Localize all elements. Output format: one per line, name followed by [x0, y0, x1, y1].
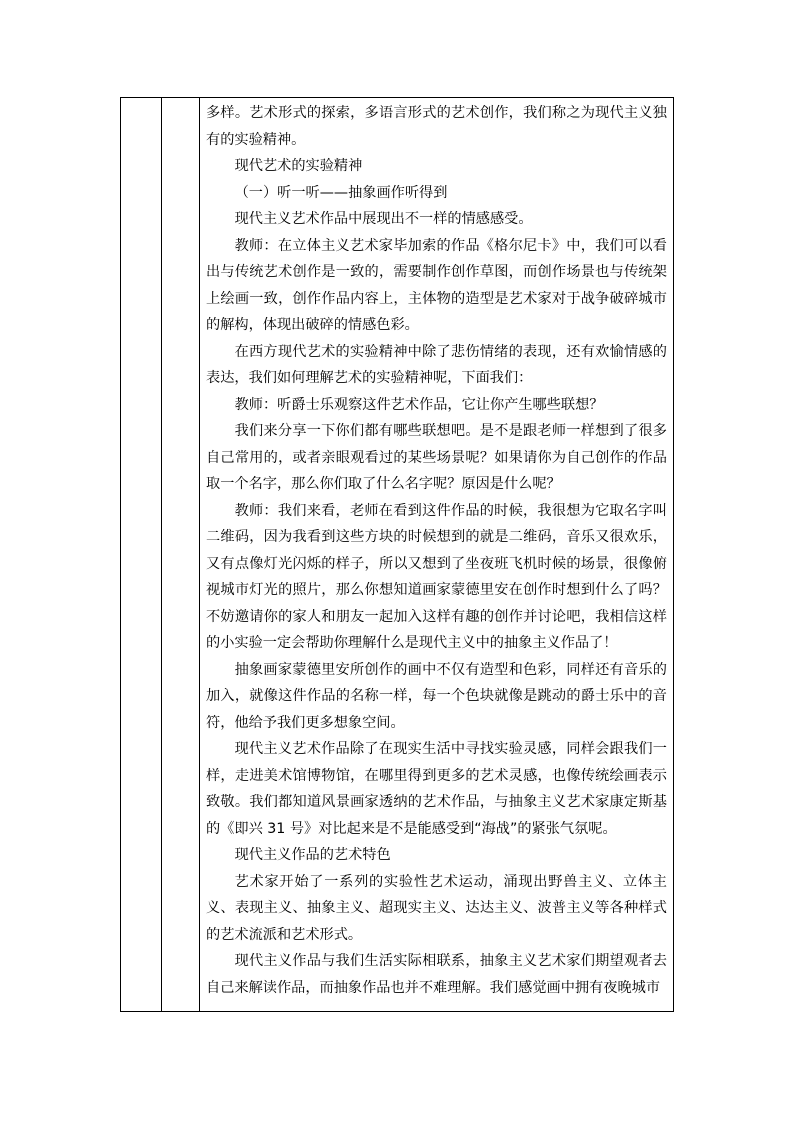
paragraph: 教师：在立体主义艺术家毕加索的作品《格尔尼卡》中，我们可以看出与传统艺术创作是一致的，需要制作创作草图，而创作场景也与传统架上绘画一致，创作作品内容上，主体物的造型是艺术家对于战争破碎城市的解构，体现出破碎的情感色彩。 — [206, 237, 667, 333]
column-divider — [161, 98, 162, 1011]
paragraph: 教师：我们来看，老师在看到这件作品的时候，我很想为它取名字叫二维码，因为我看到这些方块的时候想到的就是二维码，音乐又很欢乐，又有点像灯光闪烁的样子，所以又想到了坐夜班飞机时候的场景，很像俯视城市灯光的照片，那么你想知道画家蒙德里安在创作时想到什么了吗？不妨邀请你的家人和朋友一起加入这样有趣的创作并讨论吧，我相信这样的小实验一定会帮助你理解什么是现代主义中的抽象主义作品了！ — [206, 502, 667, 651]
paragraph: 现代主义作品与我们生活实际相联系，抽象主义艺术家们期望观者去自己来解读作品，而抽象作品也并不难理解。我们感觉画中拥有夜晚城市 — [206, 953, 667, 996]
paragraph: 教师：听爵士乐观察这件艺术作品，它让你产生哪些联想？ — [234, 396, 604, 413]
section-heading: 现代艺术的实验精神 — [234, 158, 363, 174]
paragraph: 艺术家开始了一系列的实验性艺术运动，涌现出野兽主义、立体主义、表现主义、抽象主义、超现实主义、达达主义、波普主义等各种样式的艺术流派和艺术形式。 — [206, 873, 667, 943]
paragraph: 抽象画家蒙德里安所创作的画中不仅有造型和色彩，同样还有音乐的加入，就像这件作品的名称一样，每一个色块就像是跳动的爵士乐中的音符，他给予我们更多想象空间。 — [206, 661, 667, 731]
paragraph: 在西方现代艺术的实验精神中除了悲伤情绪的表现，还有欢愉情感的表达，我们如何理解艺术的实验精神呢，下面我们： — [206, 343, 667, 386]
section-heading: 现代主义作品的艺术特色 — [234, 847, 391, 863]
paragraph: 现代主义艺术作品中展现出不一样的情感感受。 — [234, 211, 533, 227]
paragraph: 多样。艺术形式的探索，多语言形式的艺术创作，我们称之为现代主义独有的实验精神。 — [206, 105, 667, 148]
paragraph: 现代主义艺术作品除了在现实生活中寻找实验灵感，同样会跟我们一样，走进美术馆博物馆，在哪里得到更多的艺术灵感，也像传统绘画表示致敬。我们都知道风景画家透纳的艺术作品，与抽象主义艺术家康定斯基的《即兴 31 号》对比起来是不是能感受到“海战”的紧张气氛呢。 — [206, 741, 667, 837]
subsection-heading: （一）听一听——抽象画作听得到 — [234, 184, 448, 201]
paragraph: 我们来分享一下你们都有哪些联想吧。是不是跟老师一样想到了很多自己常用的，或者亲眼观看过的某些场景呢？如果请你为自己创作的作品取一个名字，那么你们取了什么名字呢？原因是什么呢？ — [206, 423, 667, 492]
lesson-table — [120, 97, 674, 1012]
content-cell — [200, 98, 673, 1011]
